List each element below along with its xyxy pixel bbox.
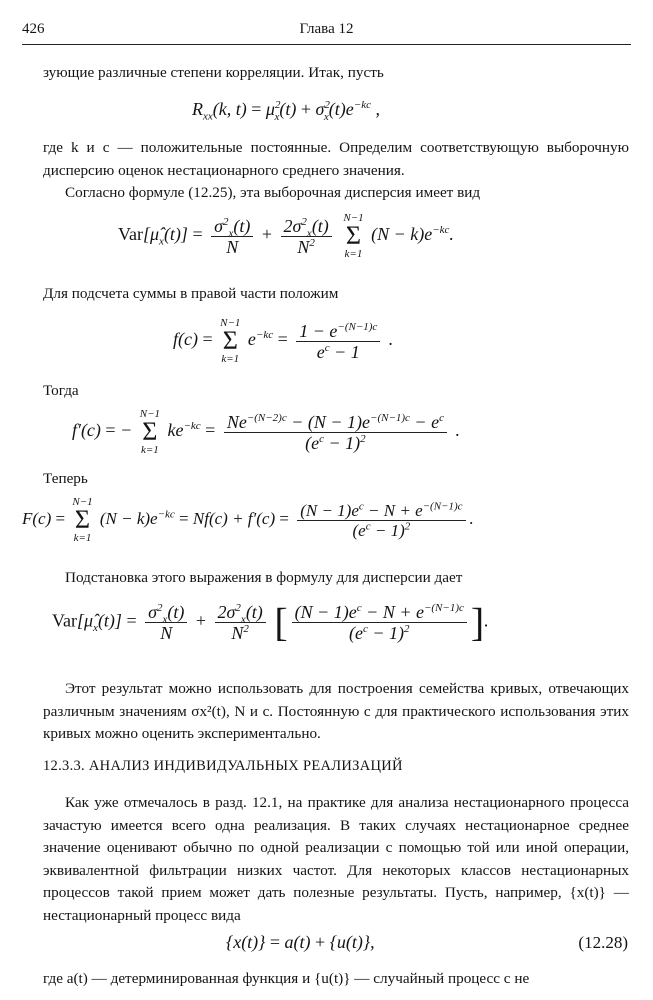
page-header — [22, 20, 631, 45]
equation-fpc: f′(c) = − N−1 Σ k=1 $ke^{-kc}$ = $\frac{Ne^{-(N-2)c} - (N - 1)e^{-(N-1)c} - e^c}{(e^c - 1)^2}$ . — [72, 408, 460, 456]
paragraph-2: где k и c — положительные постоянные. Определим соответствующую выборочную дисперсию оценок нестационарного среднего значения. — [43, 139, 629, 179]
chapter-title: Глава 12 — [299, 21, 354, 37]
equation-variance-2: $Var[\mû_x(t)]$ = $\frac{\sigma^2_x(t)}{N}$ + $\frac{2\sigma^2_x(t)}{N^2}$ [ $\frac{(N - 1)e^c - N + e^{-(N-1)c}}{(e^c - 1)^2}$ ]. — [52, 599, 489, 645]
equation-xt: {x(t)} = a(t) + {u(t)}, — [226, 932, 375, 952]
equation-rxx: $R_{xx}(k$, $t) = \mu^2_x(t) + \sigma^2_x(t)e^{-kc}$ , — [192, 99, 380, 123]
paragraph-10: где a(t) — детерминированная функция и {u(t)} — случайный процесс с не — [43, 970, 530, 987]
paragraph-5: Тогда — [43, 382, 79, 399]
page-number: 426 — [22, 21, 45, 37]
equation-variance-1: $Var[\mû_x(t)]$ = $\frac{\sigma^2_x(t)}{N}$ + $\frac{2\sigma^2_x(t)}{N^2}$ N−1 Σ k=1 $(N - k)e^{-kc}$. — [118, 212, 454, 260]
equation-fc: f(c) = N−1 Σ k=1 $e^{-kc}$ = $\frac{1 - e^{-(N-1)c}}{e^c - 1}$ . — [173, 317, 394, 365]
equation-number: (12.28) — [578, 933, 628, 952]
paragraph-1: зующие различные степени корреляции. Итак, пусть — [43, 64, 384, 81]
paragraph-7: Подстановка этого выражения в формулу для дисперсии дает — [65, 569, 463, 586]
paragraph-3: Согласно формуле (12.25), эта выборочная дисперсия имеет вид — [65, 184, 481, 201]
paragraph-9: Как уже отмечалось в разд. 12.1, на практике для анализа нестационарного процесса зачастую имеется всего одна реализация. В таких случаях нестационарное среднее значение оценивают обычно по одной реализации с помощью той или иной операции, эквивалентной фильтрации низких частот. Для некоторых классов нестационарных процессов такой прием может дать полезные результаты. Пусть, например, {x(t)} — нестационарный процесс вида — [43, 794, 629, 924]
paragraph-4: Для подсчета суммы в правой части положим — [43, 285, 339, 302]
paragraph-8: Этот результат можно использовать для построения семейства кривых, отвечающих различным значениям σx²(t), N и c. Постоянную c для практического использования этих кривых можно оценить экспериментально. — [43, 680, 629, 742]
equation-Fc: F(c) = N−1 Σ k=1 $(N - k)e^{-kc} = Nf(c) + f'(c)$ = $\frac{(N - 1)e^c - N + e^{-(N-1)c}}{(e^c - 1)^2}$ . — [22, 496, 474, 544]
section-heading: 12.3.3. АНАЛИЗ ИНДИВИДУАЛЬНЫХ РЕАЛИЗАЦИЙ — [43, 758, 403, 774]
paragraph-6: Теперь — [43, 470, 88, 487]
